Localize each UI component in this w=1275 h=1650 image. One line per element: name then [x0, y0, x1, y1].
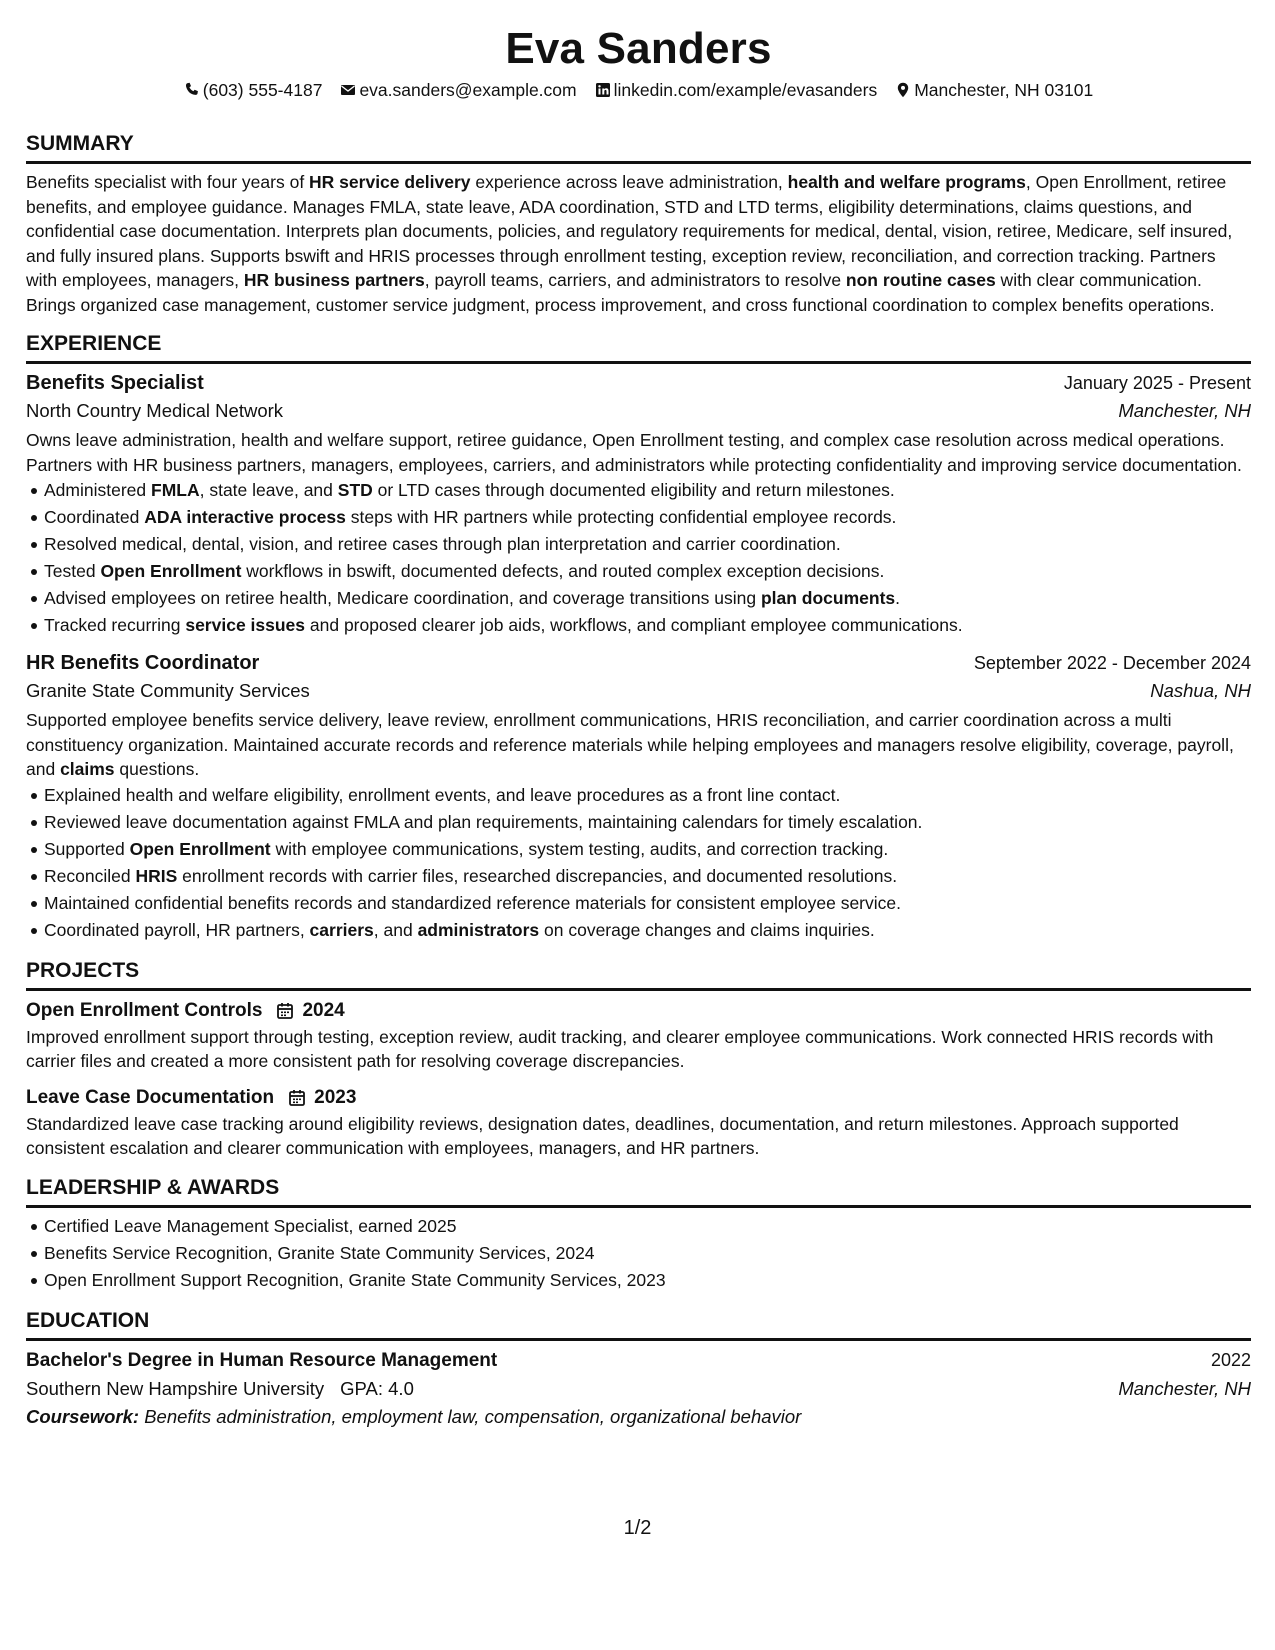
- bullet-item: [44, 863, 1251, 890]
- text-run: , Open Enrollment, retiree benefits, and employee guidance. Manages FMLA, state leave, ADA coordination, STD and LTD terms, eligibility determinations, claims questions, and confidential case documentation. Interprets plan documents, policies, and regulatory requirements for medical, dental, vision, retiree, Medicare, self insured, and fully insured plans. Supports bswift and HRIS processes through enrollment testing, exception review, reconciliation, and correction tracking. Partners with employees, managers,: [26, 172, 1233, 290]
- text-run: Supported employee benefits service delivery, leave review, enrollment communications, HRIS reconciliation, and carrier coordination across a multi constituency organization. Maintained accurate records and reference materials while helping employees and managers resolve eligibility, coverage, payroll, and: [26, 710, 1234, 779]
- text-run: Administered: [44, 480, 151, 500]
- resume-page: [26, 0, 1251, 1431]
- bullet-item: [44, 809, 1251, 836]
- contact-linkedin[interactable]: [595, 79, 878, 101]
- education-subheader: [26, 1375, 1251, 1403]
- bold-text: HR service delivery: [309, 172, 471, 192]
- text-run: Resolved medical, dental, vision, and retiree cases through plan interpretation and carrier coordination.: [44, 534, 841, 554]
- text-run: with employee communications, system testing, audits, and correction tracking.: [270, 838, 889, 859]
- text-run: , payroll teams, carriers, and administrators to resolve: [424, 270, 846, 290]
- contact-email-text[interactable]: eva.sanders@example.com: [359, 80, 577, 100]
- text-run: Reviewed leave documentation against FMLA and plan requirements, maintaining calendars for timely escalation.: [44, 811, 923, 832]
- contact-phone-text: (603) 555-4187: [202, 80, 323, 100]
- page-number: 1/2: [623, 1517, 652, 1539]
- project-description: Improved enrollment support through testing, exception review, audit tracking, and clearer employee communications. Work connected HRIS records with carrier files and created a more consistent path for resolving coverage discrepancies.: [26, 1026, 1214, 1071]
- text-run: with clear communication. Brings organized case management, customer service judgment, process improvement, and cross functional coordination to complex benefits operations.: [26, 270, 1215, 315]
- text-run: Reconciled: [44, 865, 136, 886]
- candidate-name: Eva Sanders: [505, 24, 772, 73]
- text-run: workflows in bswift, documented defects, and routed complex exception decisions.: [241, 561, 885, 581]
- bullet-item: [44, 836, 1251, 863]
- contact-location: [895, 79, 1093, 101]
- bold-text: plan documents: [760, 588, 896, 608]
- bold-text: carriers: [309, 919, 374, 940]
- text-run: Supported: [44, 838, 130, 859]
- job-header: [26, 649, 1251, 677]
- envelope-icon: [340, 82, 356, 98]
- job-subheader: [26, 397, 1251, 425]
- text-run: .: [895, 588, 901, 608]
- bullet-item: [44, 782, 1251, 809]
- job-subheader: [26, 677, 1251, 705]
- bold-text: ADA interactive process: [144, 507, 346, 527]
- job-location: Manchester, NH: [1118, 400, 1251, 421]
- leadership-item: Benefits Service Recognition, Granite State Community Services, 2024: [44, 1240, 1251, 1267]
- text-run: or LTD cases through documented eligibility and return milestones.: [372, 480, 895, 500]
- project-year: 2024: [302, 999, 345, 1021]
- job-location: Nashua, NH: [1150, 680, 1251, 701]
- experience-heading: EXPERIENCE: [26, 331, 1251, 364]
- phone-icon: [184, 82, 200, 98]
- education-entry: [26, 1346, 1251, 1431]
- job-title: Benefits Specialist: [26, 372, 204, 394]
- bullet-item: [44, 477, 1251, 504]
- text-run: , and: [373, 919, 418, 940]
- text-run: Owns leave administration, health and welfare support, retiree guidance, Open Enrollment testing, and complex case resolution across medical operations. Partners with HR business partners, managers, employees, carriers, and administrators while protecting confidentiality and improving service documentation.: [26, 430, 1242, 475]
- education-header: [26, 1346, 1251, 1375]
- job-dates: September 2022 - December 2024: [973, 653, 1251, 673]
- text-run: Advised employees on retiree health, Medicare coordination, and coverage transitions using: [44, 588, 761, 608]
- bold-text: STD: [337, 480, 373, 500]
- project-year: 2023: [314, 1086, 357, 1108]
- contact-linkedin-text[interactable]: linkedin.com/example/evasanders: [613, 80, 878, 100]
- job-entry: [26, 649, 1251, 944]
- bullet-item: [44, 612, 1251, 639]
- text-run: Maintained confidential benefits records and standardized reference materials for consistent employee service.: [44, 892, 901, 913]
- text-run: Explained health and welfare eligibility, enrollment events, and leave procedures as a front line contact.: [44, 784, 841, 805]
- text-run: Tracked recurring: [44, 615, 186, 635]
- bold-text: HRIS: [135, 865, 178, 886]
- job-header: [26, 369, 1251, 397]
- text-run: enrollment records with carrier files, researched discrepancies, and documented resolutions.: [177, 865, 898, 886]
- text-run: steps with HR partners while protecting confidential employee records.: [345, 507, 897, 527]
- job-description: [26, 708, 1251, 782]
- contact-location-text: Manchester, NH 03101: [914, 80, 1094, 100]
- calendar-icon: [288, 1089, 306, 1107]
- bullet-item: [44, 585, 1251, 612]
- school-name: Southern New Hampshire University: [26, 1377, 325, 1399]
- bold-text: FMLA: [151, 480, 200, 500]
- job-bullets: [26, 782, 1251, 944]
- leadership-heading: LEADERSHIP & AWARDS: [26, 1175, 1251, 1208]
- bold-text: service issues: [185, 615, 306, 635]
- bullet-item: [44, 558, 1251, 585]
- projects-heading: PROJECTS: [26, 958, 1251, 991]
- project-description: Standardized leave case tracking around eligibility reviews, designation dates, deadlines, documentation, and return milestones. Approach supported consistent escalation and clearer communication with employees, managers, and HR partners.: [26, 1113, 1179, 1158]
- graduation-year: 2022: [1210, 1349, 1251, 1370]
- summary-text: [26, 170, 1251, 317]
- summary-heading: SUMMARY: [26, 131, 1251, 164]
- job-dates: January 2025 - Present: [1063, 373, 1251, 393]
- bold-text: health and welfare programs: [787, 172, 1026, 192]
- project-header: [26, 1084, 1251, 1112]
- location-pin-icon: [895, 82, 911, 98]
- text-run: Tested: [44, 561, 101, 581]
- coursework: [26, 1403, 1251, 1431]
- job-organization: Granite State Community Services: [26, 680, 310, 701]
- text-run: and proposed clearer job aids, workflows, and compliant employee communications.: [305, 615, 963, 635]
- text-run: Coordinated: [44, 507, 145, 527]
- job-organization: North Country Medical Network: [26, 400, 284, 421]
- contact-email[interactable]: [340, 79, 576, 101]
- school-location: Manchester, NH: [1118, 1377, 1251, 1399]
- job-entry: [26, 369, 1251, 639]
- text-run: on coverage changes and claims inquiries.: [539, 919, 875, 940]
- project-header: [26, 997, 1251, 1025]
- bold-text: Open Enrollment: [100, 561, 242, 581]
- project-name: Leave Case Documentation: [26, 1086, 275, 1108]
- text-run: Benefits specialist with four years of: [26, 172, 310, 192]
- bullet-item: [44, 531, 1251, 558]
- bullet-item: [44, 917, 1251, 944]
- school-info: [26, 1375, 414, 1403]
- job-description: [26, 428, 1251, 477]
- bullet-item: [44, 504, 1251, 531]
- project-entry: [26, 997, 1251, 1074]
- bold-text: claims: [60, 759, 115, 779]
- linkedin-icon: [595, 82, 611, 98]
- project-name: Open Enrollment Controls: [26, 999, 263, 1021]
- degree-title: Bachelor's Degree in Human Resource Management: [26, 1349, 498, 1371]
- text-run: questions.: [114, 759, 200, 779]
- text-run: , state leave, and: [199, 480, 338, 500]
- text-run: experience across leave administration,: [470, 172, 788, 192]
- gpa: GPA: 4.0: [340, 1377, 414, 1399]
- bold-text: administrators: [417, 919, 540, 940]
- leadership-list: [26, 1213, 1251, 1294]
- bold-text: HR business partners: [243, 270, 425, 290]
- calendar-icon: [276, 1002, 294, 1020]
- job-title: HR Benefits Coordinator: [26, 652, 260, 674]
- leadership-item: Open Enrollment Support Recognition, Granite State Community Services, 2023: [44, 1267, 1251, 1294]
- leadership-item: Certified Leave Management Specialist, earned 2025: [44, 1213, 1251, 1240]
- bold-text: Open Enrollment: [129, 838, 271, 859]
- job-bullets: [26, 477, 1251, 639]
- text-run: Coordinated payroll, HR partners,: [44, 919, 310, 940]
- contact-bar: [26, 79, 1251, 101]
- education-heading: EDUCATION: [26, 1308, 1251, 1341]
- coursework-label: Coursework:: [26, 1405, 140, 1427]
- coursework-text: Benefits administration, employment law, compensation, organizational behavior: [144, 1405, 802, 1427]
- bullet-item: [44, 890, 1251, 917]
- bold-text: non routine cases: [845, 270, 996, 290]
- contact-phone: [184, 79, 323, 101]
- project-entry: [26, 1084, 1251, 1161]
